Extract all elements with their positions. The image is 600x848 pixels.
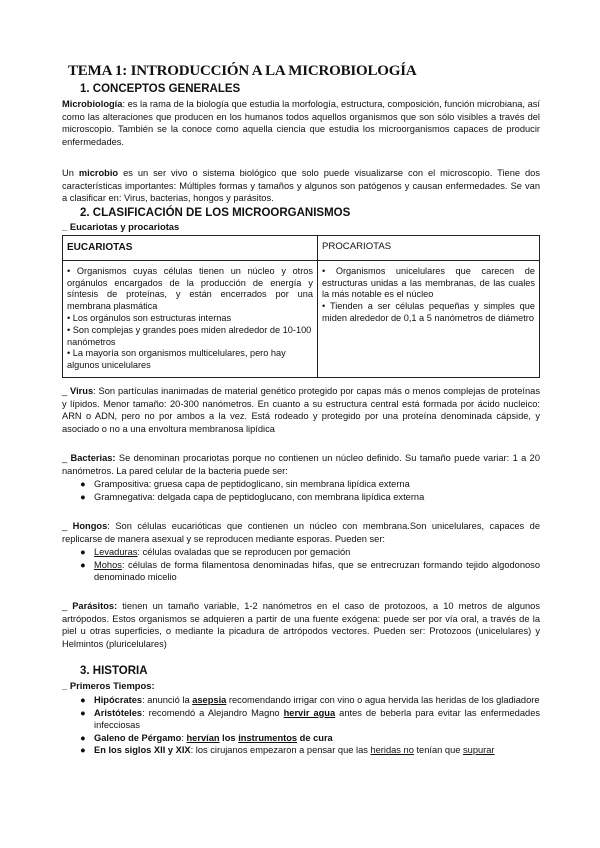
list-item: • Son complejas y grandes poes miden alrededor de 10-100 nanómetros xyxy=(67,324,312,347)
dash-marker: _ xyxy=(62,521,73,531)
text-fragment: tenían que xyxy=(413,745,463,756)
list-item xyxy=(70,707,540,732)
table-header-eucariotas: EUCARIOTAS xyxy=(63,236,318,261)
keyword-hervian: hervían xyxy=(186,732,220,743)
text-fragment: : recomendó a Alejandro Magno xyxy=(142,707,284,718)
table-header-procariotas: PROCARIOTAS xyxy=(318,236,540,261)
term-microbio: microbio xyxy=(78,168,119,178)
bullet-icon: ● xyxy=(80,479,86,489)
term-microbiologia: Microbiología xyxy=(62,99,123,109)
bullet-icon: ● xyxy=(80,707,86,718)
text-fragment: los xyxy=(219,732,239,743)
historia-list xyxy=(70,694,540,757)
name-hipocrates: Hipócrates xyxy=(94,695,143,705)
bacterias-list xyxy=(70,478,540,503)
paragraph-bacterias xyxy=(62,452,540,477)
list-item-text: Gramnegativa: delgada capa de peptidoglucano, con membrana lipídica externa xyxy=(94,491,425,502)
definition-bacterias: Se denominan procariotas porque no contienen un núcleo definido. Su tamaño puede variar: 1 a 20 nanómetros. La pared celular de la bacteria puede ser: xyxy=(62,453,540,476)
paragraph-microbiologia xyxy=(62,98,540,148)
term-parasitos: Parásitos: xyxy=(72,601,118,611)
bullet-icon: ● xyxy=(80,732,86,743)
list-item: • La mayoría son organismos multicelulares, pero hay algunos unicelulares xyxy=(67,348,286,371)
table-cell-procariotas xyxy=(318,260,540,377)
text-fragment: de cura xyxy=(297,732,333,743)
list-item xyxy=(70,491,540,504)
list-item xyxy=(70,478,540,491)
text-fragment: : xyxy=(181,732,187,743)
bullet-icon: ● xyxy=(80,559,86,570)
definition-microbiologia: : es la rama de la biología que estudia la morfología, estructura, composición, función microbiana, así como las alteraciones que producen en los humanos todos aquellos organismos que son sólo visibles a través del microscopio. También se la conoce como aquella ciencia que estudia los microorganismos capaces de producir enfermedades. xyxy=(62,99,540,147)
definition-hongos: : Son células eucarióticas que contienen un núcleo con membrana.Son unicelulares, capaces de replicarse de manera asexual y se reproducen mediante esporas. Pueden ser: xyxy=(62,521,540,544)
paragraph-hongos xyxy=(62,520,540,545)
page-title: TEMA 1: INTRODUCCIÓN A LA MICROBIOLOGÍA xyxy=(68,63,417,79)
term-hongos: Hongos xyxy=(72,521,108,531)
dash-marker: _ xyxy=(62,601,73,611)
list-item: • Organismos cuyas células tienen un núcleo y otros orgánulos encargados de la producción de energía y síntesis de proteínas, y están encerrados por una membrana plasmática xyxy=(67,265,313,312)
term-levaduras: Levaduras xyxy=(94,547,138,557)
list-item-text: : células de forma filamentosa denominadas hifas, que se entrecruzan formando tejido algodonoso denominado micelio xyxy=(94,559,540,583)
keyword-asepsia: asepsia xyxy=(192,695,227,705)
name-siglos: En los siglos XII y XIX xyxy=(94,745,191,756)
bullet-icon: ● xyxy=(80,695,86,705)
keyword-hervir-agua: hervir agua xyxy=(283,707,336,718)
definition-virus: : Son partículas inanimadas de material genético protegido por capas más o menos complejas de proteínas y lípidos. Menor tamaño: 20-300 nanómetros. En cuanto a su estructura central está formada por ácido nucleico: ARN o ADN, pero no por ambos a la vez. Está rodeado y protegido por una proteína denominada cápside, y asociado o no a una envoltura membranosa lipídica xyxy=(62,386,540,434)
list-item xyxy=(70,732,540,745)
section-heading-clasificacion: 2. CLASIFICACIÓN DE LOS MICROORGANISMOS xyxy=(80,207,351,219)
list-item: • Tienden a ser células pequeñas y simples que miden alrededor de 0,1 a 5 nanómetros de diámetro xyxy=(322,301,535,323)
list-item-text: Grampositiva: gruesa capa de peptidoglicano, sin membrana lipídica externa xyxy=(94,479,410,489)
text-fragment: : los cirujanos empezaron a pensar que las xyxy=(190,745,371,756)
definition-parasitos: tienen un tamaño variable, 1-2 nanómetros en el caso de protozoos, a 10 metros de algunos artrópodos. Estos organismos se adquieren a partir de una fuente exógena: puede ser por vía oral, a través de la piel u otras superficies, o mediante la picadura de artrópodos vectores. Pueden ser: Protozoos (unicelulares) y Helmintos (pluricelulares) xyxy=(62,601,540,649)
list-item: • Los orgánulos son estructuras internas xyxy=(67,312,232,323)
name-galeno: Galeno de Pérgamo xyxy=(94,732,182,743)
bullet-icon: ● xyxy=(80,745,86,756)
name-aristoteles: Aristóteles xyxy=(94,707,143,718)
text-fragment: recomendando irrigar con vino o agua hervida las heridas de los gladiadore xyxy=(226,695,540,705)
list-item xyxy=(70,744,540,757)
term-bacterias: Bacterias: xyxy=(70,453,116,463)
list-item xyxy=(70,559,540,584)
subheading-primeros-tiempos: _ Primeros Tiempos: xyxy=(62,680,155,691)
keyword-instrumentos: instrumentos xyxy=(238,732,298,743)
text-fragment: : anunció la xyxy=(142,695,193,705)
list-item-text: : células ovaladas que se reproducen por gemación xyxy=(137,547,351,557)
classification-table xyxy=(62,235,540,378)
paragraph-microbio xyxy=(62,167,540,205)
keyword-supurar: supurar xyxy=(463,745,495,756)
list-item: • Organismos unicelulares que carecen de estructuras unidas a las membranas, de las cuales la más notable es el núcleo xyxy=(322,265,535,300)
paragraph-parasitos xyxy=(62,600,540,650)
keyword-heridas-no: heridas no xyxy=(370,745,414,756)
table-cell-eucariotas xyxy=(63,260,318,377)
section-heading-historia: 3. HISTORIA xyxy=(80,665,148,677)
paragraph-virus xyxy=(62,385,540,435)
text-fragment: Un xyxy=(62,168,79,178)
dash-marker: _ xyxy=(62,386,71,396)
bullet-icon: ● xyxy=(80,547,86,557)
subheading-eucariotas-procariotas: _ Eucariotas y procariotas xyxy=(62,221,180,232)
term-mohos: Mohos xyxy=(94,559,122,570)
term-virus: Virus xyxy=(70,386,94,396)
definition-microbio: es un ser vivo o sistema biológico que solo puede visualizarse con el microscopio. Tiene dos características importantes: Múltiples formas y tamaños y algunos son patógenos y causan enfermedades. Se van a clasificar en: Virus, bacterias, hongos y parásitos. xyxy=(62,168,540,204)
hongos-list xyxy=(70,546,540,584)
list-item xyxy=(70,694,540,707)
text-fragment: antes de beberla para evitar las enfermedades infecciosas xyxy=(94,707,541,731)
list-item xyxy=(70,546,540,559)
section-heading-conceptos: 1. CONCEPTOS GENERALES xyxy=(80,83,241,95)
bullet-icon: ● xyxy=(80,491,86,502)
dash-marker: _ xyxy=(62,453,71,463)
